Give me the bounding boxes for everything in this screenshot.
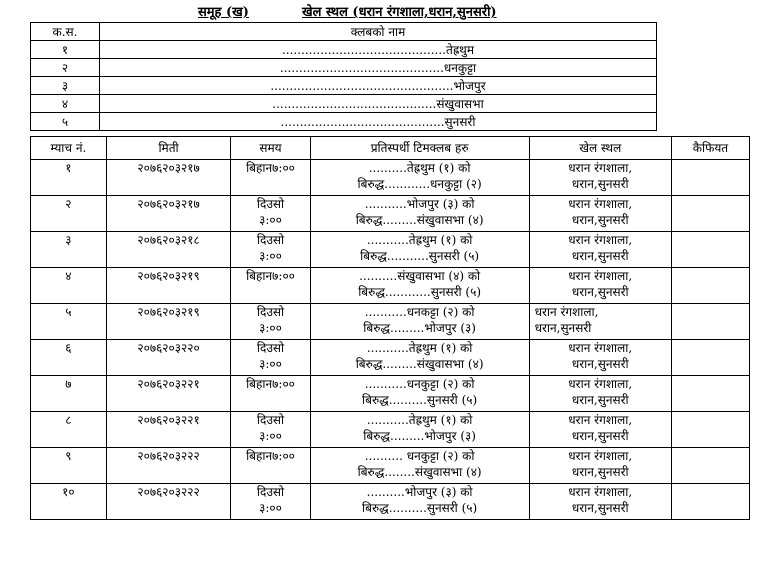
fixture-row [31, 304, 750, 340]
date-cell [106, 304, 231, 340]
match-no: ९ [65, 449, 72, 463]
match-no-cell [31, 412, 107, 448]
venue-name: धरान रंगशाला, [568, 161, 633, 175]
match-no: ६ [65, 341, 72, 355]
match-no-header: म्याच नं. [31, 137, 107, 160]
match-no: २ [65, 197, 72, 211]
remarks-cell [671, 304, 749, 340]
teams-cell [310, 304, 529, 340]
venue-city: धरान,सुनसरी [571, 501, 629, 515]
time-header: समय [231, 137, 310, 160]
club-sn: ४ [31, 95, 100, 113]
match-no: ४ [65, 269, 72, 283]
away-team: बिरुद्ध........संखुवासभा (४) [357, 465, 482, 479]
fixture-table [30, 136, 750, 520]
date-cell [106, 160, 231, 196]
date-cell [106, 196, 231, 232]
venue-name: धरान रंगशाला, [568, 485, 633, 499]
time-cell [231, 268, 310, 304]
match-no: ५ [65, 305, 72, 319]
fixture-row [31, 160, 750, 196]
club-row [31, 59, 657, 77]
venue-cell [529, 304, 671, 340]
venue-city: धरान,सुनसरी [571, 285, 629, 299]
club-name-header: क्लबको नाम [100, 23, 657, 41]
venue-cell [529, 448, 671, 484]
match-no-cell [31, 160, 107, 196]
remarks-cell [671, 448, 749, 484]
home-team: ...........तेह्रथुम (१) को [366, 341, 473, 355]
venue-cell [529, 232, 671, 268]
venue-cell [529, 412, 671, 448]
match-no-cell [31, 340, 107, 376]
venue-city: धरान,सुनसरी [571, 357, 629, 371]
match-time: बिहान७:०० [246, 269, 295, 283]
home-team: ...........धनकुट्टा (२) को [364, 377, 475, 391]
date-cell [106, 232, 231, 268]
time-cell [231, 484, 310, 520]
home-team: ..........तेह्रथुम (१) को [368, 161, 471, 175]
match-no-cell [31, 448, 107, 484]
remarks-cell [671, 196, 749, 232]
match-date: २०७६२०३२२० [137, 341, 200, 355]
date-cell [106, 484, 231, 520]
home-team: ...........तेह्रथुम (१) को [366, 233, 473, 247]
venue-city: धरान,सुनसरी [571, 249, 629, 263]
away-team: बिरुद्ध.........संखुवासभा (४) [355, 213, 484, 227]
match-date: २०७६२०३२२२ [137, 485, 200, 499]
club-name: ...........................................धनकुट्टा [100, 59, 657, 77]
match-date: २०७६२०३२१९ [137, 305, 200, 319]
group-label: समूह (ख) [198, 5, 249, 20]
club-header-row [31, 23, 657, 41]
venue-city: धरान,सुनसरी [571, 429, 629, 443]
home-team: .......... धनकुट्टा (२) को [364, 449, 475, 463]
date-cell [106, 448, 231, 484]
match-time: दिउसो [256, 197, 285, 211]
club-sn: १ [31, 41, 100, 59]
date-header: मिती [106, 137, 231, 160]
venue-city: धरान,सुनसरी [571, 177, 629, 191]
venue-name: धरान रंगशाला, [568, 413, 633, 427]
match-time-value: ३:०० [259, 213, 282, 227]
club-sn-header: क.स. [31, 23, 100, 41]
away-team: बिरुद्ध..........सुनसरी (५) [362, 501, 478, 515]
venue-name: धरान रंगशाला, [534, 305, 599, 319]
club-row [31, 95, 657, 113]
venue-label: खेल स्थल (धरान रंगशाला,धरान,सुनसरी) [302, 5, 497, 20]
match-date: २०७६२०३२१७ [137, 197, 200, 211]
home-team: ...........भोजपुर (३) को [364, 197, 475, 211]
home-team: ...........धनकट्टा (२) को [364, 305, 475, 319]
fixture-row [31, 484, 750, 520]
match-no: ७ [65, 377, 72, 391]
venue-header: खेल स्थल [529, 137, 671, 160]
time-cell [231, 196, 310, 232]
teams-cell [310, 268, 529, 304]
away-team: बिरुद्ध............सुनसरी (५) [358, 285, 482, 299]
away-team: बिरुद्ध.........संखुवासभा (४) [355, 357, 484, 371]
match-time-value: ३:०० [259, 357, 282, 371]
venue-name: धरान रंगशाला, [568, 377, 633, 391]
fixture-row [31, 448, 750, 484]
match-no-cell [31, 268, 107, 304]
time-cell [231, 340, 310, 376]
remarks-cell [671, 268, 749, 304]
club-name: ................................................भोजपुर [100, 77, 657, 95]
remarks-cell [671, 340, 749, 376]
club-name: ...........................................सुनसरी [100, 113, 657, 131]
fixture-row [31, 340, 750, 376]
venue-name: धरान रंगशाला, [568, 233, 633, 247]
venue-cell [529, 376, 671, 412]
home-team: ..........भोजपुर (३) को [366, 485, 473, 499]
teams-cell [310, 448, 529, 484]
venue-city: धरान,सुनसरी [571, 393, 629, 407]
time-cell [231, 160, 310, 196]
match-no-cell [31, 232, 107, 268]
club-table [30, 22, 657, 131]
away-team: बिरुद्ध............धनकुट्टा (२) [357, 177, 482, 191]
club-name: ...........................................संखुवासभा [100, 95, 657, 113]
time-cell [231, 232, 310, 268]
date-cell [106, 340, 231, 376]
venue-name: धरान रंगशाला, [568, 197, 633, 211]
match-time: बिहान७:०० [246, 377, 295, 391]
teams-cell [310, 160, 529, 196]
remarks-cell [671, 160, 749, 196]
venue-cell [529, 268, 671, 304]
venue-city: धरान,सुनसरी [534, 321, 592, 335]
match-no: १ [65, 161, 72, 175]
venue-name: धरान रंगशाला, [568, 341, 633, 355]
match-no-cell [31, 304, 107, 340]
match-no: ८ [65, 413, 72, 427]
home-team: ...........तेह्रथुम (१) को [366, 413, 473, 427]
club-sn: २ [31, 59, 100, 77]
match-time: दिउसो [256, 341, 285, 355]
match-no: ३ [65, 233, 72, 247]
venue-cell [529, 340, 671, 376]
club-name: ...........................................तेह्रथुम [100, 41, 657, 59]
venue-cell [529, 196, 671, 232]
match-no-cell [31, 484, 107, 520]
time-cell [231, 376, 310, 412]
venue-city: धरान,सुनसरी [571, 213, 629, 227]
time-cell [231, 412, 310, 448]
remarks-cell [671, 484, 749, 520]
match-time: बिहान७:०० [246, 161, 295, 175]
match-date: २०७६२०३२१८ [137, 233, 200, 247]
teams-cell [310, 232, 529, 268]
match-time-value: ३:०० [259, 429, 282, 443]
remarks-cell [671, 376, 749, 412]
date-cell [106, 268, 231, 304]
time-cell [231, 448, 310, 484]
club-row [31, 113, 657, 131]
match-date: २०७६२०३२१७ [137, 161, 200, 175]
teams-cell [310, 484, 529, 520]
date-cell [106, 376, 231, 412]
match-time: बिहान७:०० [246, 449, 295, 463]
match-no-cell [31, 196, 107, 232]
teams-cell [310, 412, 529, 448]
away-team: बिरुद्ध...........सुनसरी (५) [360, 249, 480, 263]
match-time-value: ३:०० [259, 501, 282, 515]
match-time: दिउसो [256, 305, 285, 319]
teams-cell [310, 196, 529, 232]
fixture-row [31, 232, 750, 268]
remarks-cell [671, 232, 749, 268]
fixture-header-row [31, 137, 750, 160]
match-no-cell [31, 376, 107, 412]
document-title [0, 2, 760, 20]
match-date: २०७६२०३२१९ [137, 269, 200, 283]
fixture-row [31, 376, 750, 412]
away-team: बिरुद्ध.........भोजपुर (३) [363, 321, 476, 335]
club-row [31, 77, 657, 95]
venue-name: धरान रंगशाला, [568, 269, 633, 283]
club-sn: ३ [31, 77, 100, 95]
remarks-header: कैफियत [671, 137, 749, 160]
match-time-value: ३:०० [259, 321, 282, 335]
remarks-cell [671, 412, 749, 448]
teams-cell [310, 340, 529, 376]
match-date: २०७६२०३२२१ [137, 377, 200, 391]
venue-cell [529, 484, 671, 520]
match-no: १० [62, 485, 75, 499]
match-time: दिउसो [256, 233, 285, 247]
fixture-body [31, 160, 750, 520]
venue-city: धरान,सुनसरी [571, 465, 629, 479]
match-time: दिउसो [256, 413, 285, 427]
match-date: २०७६२०३२२२ [137, 449, 200, 463]
teams-header: प्रतिस्पर्धी टिमक्लब हरु [310, 137, 529, 160]
venue-name: धरान रंगशाला, [568, 449, 633, 463]
fixture-row [31, 196, 750, 232]
time-cell [231, 304, 310, 340]
away-team: बिरुद्ध.........भोजपुर (३) [363, 429, 476, 443]
teams-cell [310, 376, 529, 412]
fixture-row [31, 268, 750, 304]
away-team: बिरुद्ध..........सुनसरी (५) [362, 393, 478, 407]
match-time: दिउसो [256, 485, 285, 499]
venue-cell [529, 160, 671, 196]
fixture-row [31, 412, 750, 448]
club-row [31, 41, 657, 59]
match-date: २०७६२०३२२१ [137, 413, 200, 427]
match-time-value: ३:०० [259, 249, 282, 263]
date-cell [106, 412, 231, 448]
club-sn: ५ [31, 113, 100, 131]
home-team: ..........संखुवासभा (४) को [359, 269, 481, 283]
